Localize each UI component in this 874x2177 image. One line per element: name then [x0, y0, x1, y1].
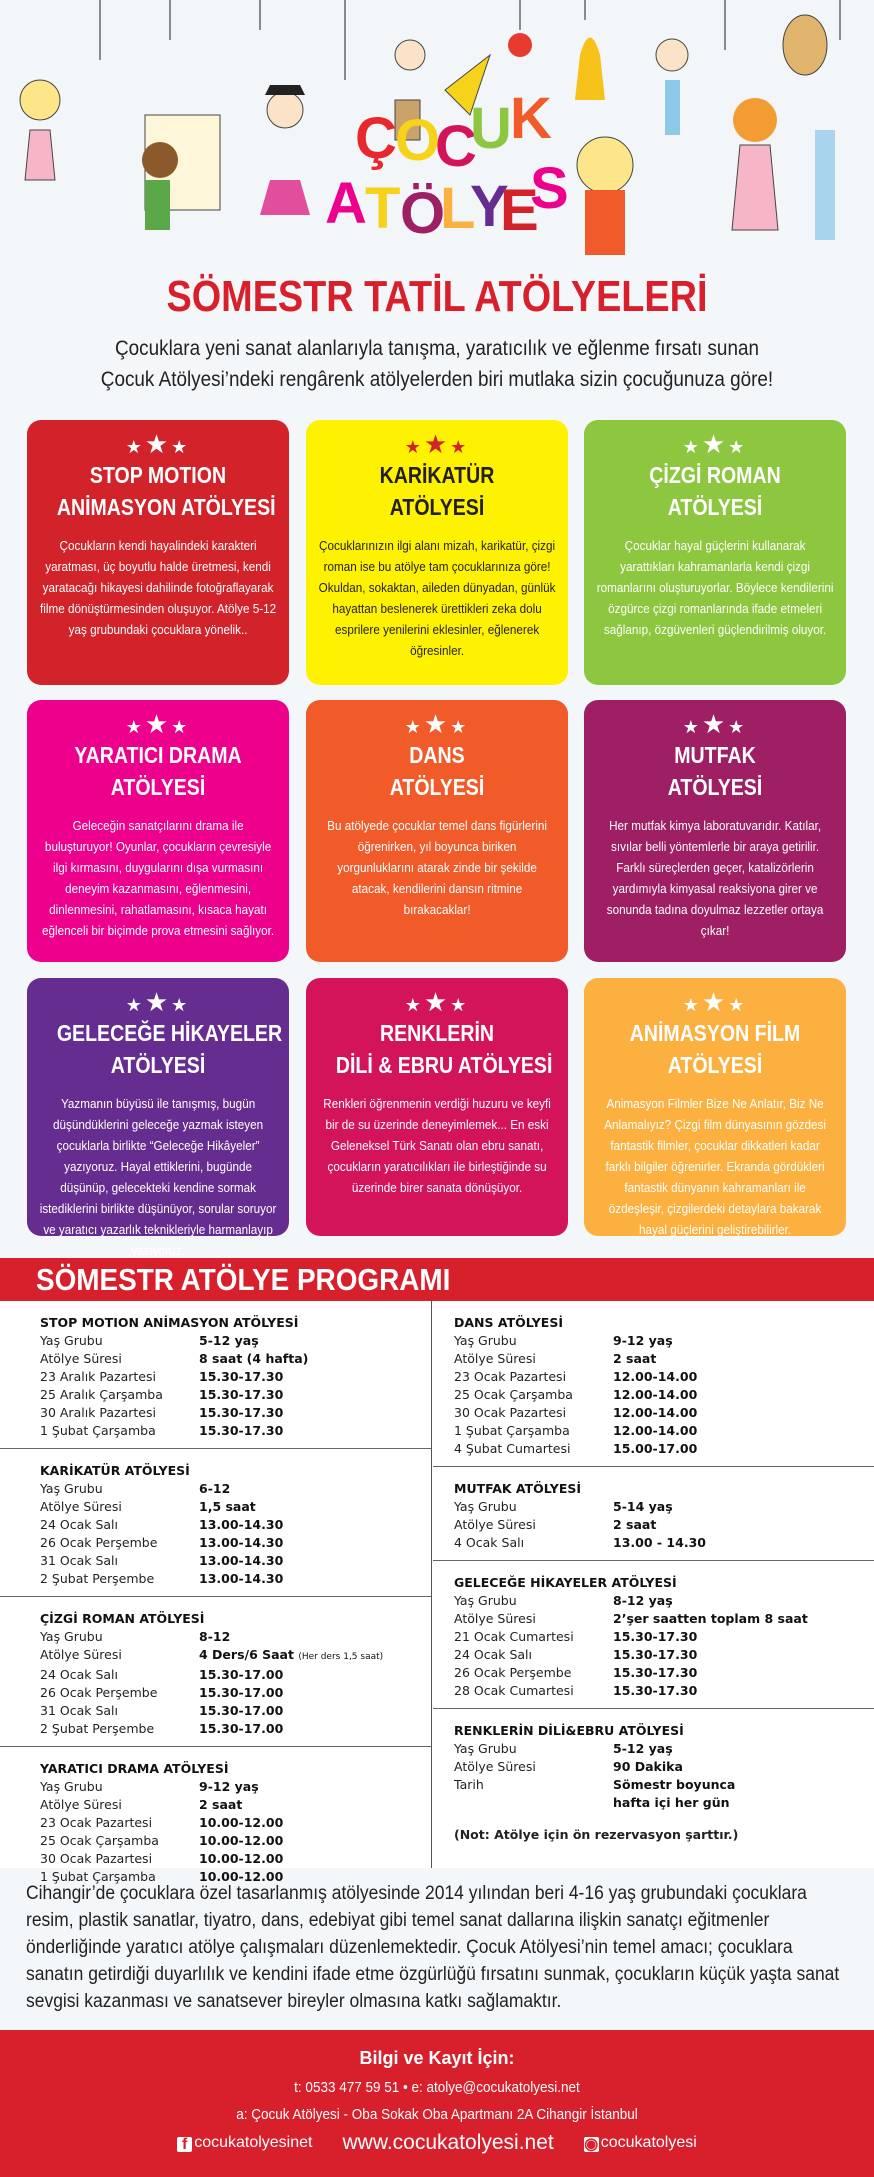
footer-contact-line[interactable]: t: 0533 477 59 51 • e: atolye@cocukatolyesi.net [294, 2079, 580, 2096]
row-value [613, 1534, 706, 1552]
row-value-text: 13.00-14.30 [199, 1553, 284, 1568]
row-value-text: Sömestr boyunca [613, 1777, 736, 1792]
program-row [454, 1534, 874, 1552]
program-row [40, 1702, 431, 1720]
card-title-line: ATÖLYESİ [667, 774, 763, 800]
instagram-link[interactable] [584, 2134, 697, 2152]
row-value [199, 1350, 308, 1368]
card-title [56, 459, 276, 523]
program-section [433, 1301, 874, 1467]
row-value-text: 13.00-14.30 [199, 1517, 284, 1532]
row-value [199, 1552, 283, 1570]
row-value-text: 15.30-17.30 [613, 1683, 698, 1698]
card-description: Animasyon Filmler Bize Ne Anlatır, Biz Ne Anlamalıyız? Çizgi film dünyasının gözdesi fantastik filmler, çocuklar dikkatleri kadar farklı bilgiler öğrenirler. Ekranda gördükleri fantastik dünyanın kahramanları ile özdeşleşir, çizgilerdeki detaylara bakarak hayal güçlerini geliştirebilirler. [604, 1096, 826, 1237]
row-value [613, 1682, 697, 1700]
stars-icon: ★★★ [404, 987, 470, 1017]
program-section [0, 1301, 431, 1449]
row-value-note: (Her ders 1,5 saat) [298, 1652, 384, 1662]
row-value [613, 1516, 656, 1534]
row-value-text: 8 saat (4 hafta) [199, 1351, 309, 1366]
card-description: Her mutfak kimya laboratuvarıdır. Katılar, sıvılar belli yöntemlerle bir araya getirilir. Farklı süreçlerden geçer, katalizörlerin yardımıyla kimyasal reaksiyona girer ve sonunda tadına doyulmaz lezzetler ortaya çıkar! [606, 818, 824, 938]
row-value-text: 12.00-14.00 [613, 1387, 698, 1402]
card-title-line: ATÖLYESİ [667, 494, 763, 520]
row-value [199, 1570, 283, 1588]
row-label: Atölye Süresi [40, 1499, 122, 1514]
program-row [40, 1666, 431, 1684]
row-label: Yaş Grubu [40, 1629, 103, 1644]
row-label: 2 Şubat Perşembe [40, 1571, 155, 1586]
row-label: Atölye Süresi [40, 1647, 122, 1662]
row-value [199, 1814, 283, 1832]
row-label: 23 Ocak Pazartesi [40, 1815, 153, 1830]
card-title-line: ÇİZGİ ROMAN [649, 462, 781, 488]
row-value-text: hafta içi her gün [613, 1795, 730, 1810]
row-value-text: 10.00-12.00 [199, 1833, 284, 1848]
program-section-title: KARİKATÜR ATÖLYESİ [40, 1463, 190, 1478]
header-illustration [0, 0, 874, 255]
instagram-icon: ◉ [584, 2136, 599, 2153]
website-link[interactable]: www.cocukatolyesi.net [342, 2131, 554, 2154]
program-section [433, 1709, 874, 1852]
program-row [40, 1832, 431, 1850]
facebook-handle: cocukatolyesinet [194, 2134, 313, 2151]
row-label: 30 Aralık Pazartesi [40, 1405, 156, 1420]
row-value [613, 1368, 697, 1386]
program-row [40, 1422, 431, 1440]
program-section-title: RENKLERİN DİLİ&EBRU ATÖLYESİ [454, 1723, 684, 1738]
program-section-title: DANS ATÖLYESİ [454, 1315, 563, 1330]
row-value [613, 1350, 656, 1368]
row-value [199, 1480, 230, 1498]
row-label: 25 Aralık Çarşamba [40, 1387, 163, 1402]
program-row [454, 1368, 874, 1386]
program-row [454, 1740, 874, 1758]
program-row [454, 1776, 874, 1794]
row-value [613, 1776, 735, 1794]
row-value [199, 1702, 283, 1720]
program-row [40, 1796, 431, 1814]
row-label: 30 Ocak Pazartesi [454, 1405, 567, 1420]
program-row [40, 1368, 431, 1386]
program-section [0, 1449, 431, 1597]
row-value [199, 1404, 283, 1422]
program-row [40, 1552, 431, 1570]
row-value-text: 10.00-12.00 [199, 1869, 284, 1884]
program-row [40, 1814, 431, 1832]
row-value-text: 15.30-17.30 [613, 1629, 698, 1644]
row-label: 4 Şubat Cumartesi [454, 1441, 571, 1456]
program-section-title: MUTFAK ATÖLYESİ [454, 1481, 582, 1496]
row-label: 31 Ocak Salı [40, 1553, 119, 1568]
program-row [454, 1628, 874, 1646]
row-label: Atölye Süresi [454, 1517, 536, 1532]
row-value [613, 1794, 730, 1812]
row-value [613, 1758, 683, 1776]
card-title-line: ATÖLYESİ [110, 774, 206, 800]
about-paragraph: Cihangir’de çocuklara özel tasarlanmış atölyesinde 2014 yılından beri 4-16 yaş grubundaki çocuklara resim, plastik sanatlar, tiyatro, dans, edebiyat gibi temel sanat dallarına ilişkin sanatçı eğitmenler önderliğinde yaratıcı atölye çalışmaları düzenlemektedir. Çocuk Atölyesi’nin temel amacı; çocuklara sanatın getirdiği duyarlılık ve kendini ifade etme özgürlüğü fırsatını sunmak, çocukların küçük yaşta sanat sevgisi kazanması ve sanatsever bireyler olmasına katkı sağlamaktır. [26, 1883, 840, 2012]
program-row [454, 1332, 874, 1350]
program-row [40, 1684, 431, 1702]
row-value-text: 2’şer saatten toplam 8 saat [613, 1611, 808, 1626]
row-value [613, 1664, 697, 1682]
row-value-text: 13.00-14.30 [199, 1571, 284, 1586]
card-title-line: ANİMASYON ATÖLYESİ [56, 494, 276, 520]
row-value [199, 1332, 259, 1350]
row-label: 2 Şubat Perşembe [40, 1721, 155, 1736]
program-row [40, 1386, 431, 1404]
card-title-line: GELECEĞE HİKAYELER [56, 1020, 283, 1046]
program-section-title: GELECEĞE HİKAYELER ATÖLYESİ [454, 1575, 677, 1590]
row-label: 28 Ocak Cumartesi [454, 1683, 574, 1698]
program-row [40, 1646, 431, 1666]
stars-icon: ★★★ [682, 987, 748, 1017]
card-title-line: ATÖLYESİ [389, 494, 485, 520]
row-value [613, 1610, 808, 1628]
row-value [613, 1404, 697, 1422]
card-description: Geleceğin sanatçılarını drama ile buluşturuyor! Oyunlar, çocukların çevresiyle ilgi kırmasını, duygularını dışa vurmasını deneyim kazanmasını, eğlenmesini, dinlenmesini, rahatlamasını, kısaca hayatı eğlenceli bir biçimde prova etmesini sağlıyor. [41, 818, 275, 938]
card-title-line: ATÖLYESİ [389, 774, 485, 800]
program-row [40, 1778, 431, 1796]
row-value [199, 1368, 283, 1386]
row-value-text: 15.30-17.00 [199, 1685, 284, 1700]
row-label: Atölye Süresi [40, 1797, 122, 1812]
row-label: 30 Ocak Pazartesi [40, 1851, 153, 1866]
program-section [0, 1747, 431, 1894]
program-row [454, 1758, 874, 1776]
card-title-line: DANS [409, 742, 465, 768]
card-title-line: MUTFAK [674, 742, 756, 768]
row-value-text: 15.30-17.30 [613, 1665, 698, 1680]
card-title [614, 739, 816, 803]
row-value [199, 1646, 383, 1666]
program-row [454, 1422, 874, 1440]
program-row [454, 1350, 874, 1368]
program-row [454, 1794, 874, 1812]
row-label: 26 Ocak Perşembe [40, 1685, 158, 1700]
row-value [613, 1628, 697, 1646]
program-row [454, 1592, 874, 1610]
program-row [454, 1646, 874, 1664]
page-title: SÖMESTR TATİL ATÖLYELERİ [166, 272, 708, 321]
program-row [454, 1516, 874, 1534]
program-section-title: YARATICI DRAMA ATÖLYESİ [40, 1761, 229, 1776]
workshop-card [306, 700, 568, 962]
row-value [613, 1386, 697, 1404]
row-value-text: 2 saat [613, 1517, 657, 1532]
footer-contact [0, 2030, 874, 2177]
workshop-card [584, 420, 846, 685]
program-row [40, 1570, 431, 1588]
row-value-text: 10.00-12.00 [199, 1815, 284, 1830]
stars-icon: ★★★ [682, 429, 748, 459]
card-title [56, 1017, 283, 1081]
card-title-line: ATÖLYESİ [667, 1052, 763, 1078]
row-value-text: 5-12 yaş [199, 1333, 259, 1348]
row-value-text: 10.00-12.00 [199, 1851, 284, 1866]
card-title-line: ANİMASYON FİLM [629, 1020, 801, 1046]
row-label: Tarih [454, 1777, 484, 1792]
program-title: SÖMESTR ATÖLYE PROGRAMI [36, 1262, 451, 1297]
row-value-text: 13.00 - 14.30 [613, 1535, 706, 1550]
row-value-text: 5-12 yaş [613, 1741, 673, 1756]
card-description: Çocukların kendi hayalindeki karakteri yaratması, üç boyutlu halde üretmesi, kendi yaratacağı hikayesi dahilinde fotoğraflayarak filme dönüştürmesinden oluşuyor. Atölye 5-12 yaş grubundaki çocuklara yönelik.. [39, 538, 277, 637]
workshop-card [27, 978, 289, 1258]
row-value [613, 1422, 697, 1440]
row-label: 24 Ocak Salı [40, 1667, 119, 1682]
row-value-text: 15.00-17.00 [613, 1441, 698, 1456]
row-value [199, 1534, 283, 1552]
instagram-handle: cocukatolyesi [600, 2134, 697, 2151]
row-label: Yaş Grubu [40, 1779, 103, 1794]
row-value-text: 6-12 [199, 1481, 231, 1496]
program-section [433, 1467, 874, 1561]
row-label: Yaş Grubu [454, 1741, 517, 1756]
row-value [199, 1796, 242, 1814]
program-row [40, 1534, 431, 1552]
subtitle [44, 333, 831, 395]
card-title-line: STOP MOTION [89, 462, 227, 488]
row-label: 24 Ocak Salı [454, 1647, 533, 1662]
row-label: Atölye Süresi [454, 1759, 536, 1774]
row-value [199, 1666, 283, 1684]
row-value [613, 1646, 697, 1664]
footer-address: a: Çocuk Atölyesi - Oba Sokak Oba Apartmanı 2A Cihangir İstanbul [236, 2106, 638, 2123]
cocuk-atolyesi-logo: Ç O C U K A T Ö L Y E S [325, 86, 569, 246]
workshop-card [584, 978, 846, 1236]
facebook-icon: f [177, 2137, 192, 2152]
row-value-text: 15.30-17.30 [613, 1647, 698, 1662]
stars-icon: ★★★ [682, 709, 748, 739]
program-row [40, 1850, 431, 1868]
card-title [336, 739, 538, 803]
row-value-text: 12.00-14.00 [613, 1423, 698, 1438]
program-row [40, 1480, 431, 1498]
row-value-text: 15.30-17.00 [199, 1667, 284, 1682]
row-label: 23 Aralık Pazartesi [40, 1369, 156, 1384]
row-label: Yaş Grubu [454, 1333, 517, 1348]
card-title [57, 739, 259, 803]
card-title-line: ATÖLYESİ [110, 1052, 206, 1078]
card-title [336, 459, 538, 523]
program-row [40, 1498, 431, 1516]
card-description: Renkleri öğrenmenin verdiği huzuru ve keyfi bir de su üzerinde deneyimlemek... En eski Geleneksel Türk Sanatı olan ebru sanatı, çocukların yaratıcılıkları ile birleştiğinde su üzerinde birer sanata dönüşüyor. [323, 1096, 551, 1195]
row-label: 25 Ocak Çarşamba [40, 1833, 159, 1848]
program-row [40, 1516, 431, 1534]
row-value-text: 90 Dakika [613, 1759, 683, 1774]
row-label: 1 Şubat Çarşamba [40, 1869, 156, 1884]
program-row [40, 1332, 431, 1350]
row-value-text: 1,5 saat [199, 1499, 256, 1514]
card-title-line: DİLİ & EBRU ATÖLYESİ [335, 1052, 553, 1078]
stars-icon: ★★★ [404, 429, 470, 459]
program-row [454, 1440, 874, 1458]
row-value-text: 15.30-17.30 [199, 1405, 284, 1420]
row-value [199, 1516, 283, 1534]
row-value-text: 8-12 yaş [613, 1593, 673, 1608]
program-row [454, 1664, 874, 1682]
row-label: 1 Şubat Çarşamba [40, 1423, 156, 1438]
row-value-text: 5-14 yaş [613, 1499, 673, 1514]
row-label: 1 Şubat Çarşamba [454, 1423, 570, 1438]
program-row [454, 1498, 874, 1516]
program-row [40, 1404, 431, 1422]
program-row [454, 1404, 874, 1422]
row-value-text: 9-12 yaş [199, 1779, 259, 1794]
row-value [613, 1332, 673, 1350]
workshop-card [306, 978, 568, 1236]
footer-heading: Bilgi ve Kayıt İçin: [359, 2048, 515, 2068]
row-value-text: 15.30-17.00 [199, 1721, 284, 1736]
card-description: Bu atölyede çocuklar temel dans figürlerini öğrenirken, yıl boyunca biriken yorgunluklarını atarak zinde bir şekilde atacak, kendilerini dansın ritmine bırakacaklar! [327, 818, 547, 917]
row-value [199, 1684, 283, 1702]
stars-icon: ★★★ [125, 429, 191, 459]
row-label: Yaş Grubu [454, 1593, 517, 1608]
row-label: 24 Ocak Salı [40, 1517, 119, 1532]
program-schedule [0, 1301, 874, 1884]
row-value-text: 15.30-17.30 [199, 1423, 284, 1438]
row-value-text: 2 saat [199, 1797, 243, 1812]
row-label: 23 Ocak Pazartesi [454, 1369, 567, 1384]
program-section [433, 1561, 874, 1709]
card-description: Çocuklarınızın ilgi alanı mizah, karikatür, çizgi roman ise bu atölye tam çocuklarınıza göre! Okuldan, sokaktan, aileden dünyadan, günlük hayattan beslenerek ürettikleri zeka dolu esprilere yenilerini eklesinler, eğlenerek öğresinler. [318, 538, 556, 658]
program-column-left [0, 1301, 432, 1884]
row-value [613, 1440, 697, 1458]
row-value-text: 15.30-17.30 [199, 1369, 284, 1384]
card-title-line: YARATICI DRAMA [74, 742, 242, 768]
program-section [0, 1597, 431, 1747]
row-value-text: 15.30-17.00 [199, 1703, 284, 1718]
row-value-text: 12.00-14.00 [613, 1405, 698, 1420]
row-label: Yaş Grubu [40, 1481, 103, 1496]
row-value [199, 1628, 230, 1646]
row-value [613, 1498, 673, 1516]
facebook-link[interactable] [177, 2134, 312, 2152]
program-row [40, 1350, 431, 1368]
row-value-text: 13.00-14.30 [199, 1535, 284, 1550]
program-row [40, 1720, 431, 1738]
row-label: 26 Ocak Perşembe [454, 1665, 572, 1680]
stars-icon: ★★★ [404, 709, 470, 739]
row-label: Atölye Süresi [454, 1611, 536, 1626]
program-section-title: ÇİZGİ ROMAN ATÖLYESİ [40, 1611, 205, 1626]
row-label: Yaş Grubu [454, 1499, 517, 1514]
card-title-line: KARİKATÜR [379, 462, 495, 488]
card-description: Yazmanın büyüsü ile tanışmış, bugün düşündüklerini geleceğe yazmak isteyen çocuklarla birlikte “Geleceğe Hikâyeler” yazıyoruz. Hayal ettiklerini, bugünde düşünüp, gelecekteki kendine sormak istediklerini birlikte düşünüyor, sorular soruyor ve yaratıcı yazarlık teknikleriyle harmanlayıp yazıyoruz. [39, 1096, 277, 1258]
row-label: 4 Ocak Salı [454, 1535, 525, 1550]
row-value [613, 1740, 673, 1758]
row-value-text: 2 saat [613, 1351, 657, 1366]
row-value-text: 8-12 [199, 1629, 231, 1644]
row-value [199, 1850, 283, 1868]
row-value [199, 1498, 256, 1516]
stars-icon: ★★★ [125, 709, 191, 739]
row-label: 25 Ocak Çarşamba [454, 1387, 573, 1402]
row-value-text: 4 Ders/6 Saat [199, 1647, 294, 1662]
card-title [614, 1017, 816, 1081]
program-row [40, 1628, 431, 1646]
workshop-card [27, 700, 289, 962]
card-description: Çocuklar hayal güçlerini kullanarak yarattıkları kahramanlarla kendi çizgi romanlarını oluşturuyorlar. Böylece kendilerini özgürce çizgi romanlarında ifade etmeleri sağlanıp, özgüvenleri güçlendirilmiş oluyor. [596, 538, 834, 637]
workshop-card [584, 700, 846, 962]
program-row [454, 1682, 874, 1700]
row-label: Atölye Süresi [454, 1351, 536, 1366]
program-column-right [433, 1301, 874, 1852]
row-label: 26 Ocak Perşembe [40, 1535, 158, 1550]
row-value [199, 1832, 283, 1850]
row-label: Atölye Süresi [40, 1351, 122, 1366]
row-label: Yaş Grubu [40, 1333, 103, 1348]
card-title-line: RENKLERİN [379, 1020, 495, 1046]
row-value [199, 1386, 283, 1404]
row-label: 31 Ocak Salı [40, 1703, 119, 1718]
subtitle-line: Çocuk Atölyesi’ndeki rengârenk atölyelerden biri mutlaka sizin çocuğunuza göre! [100, 368, 774, 391]
program-section-title: STOP MOTION ANİMASYON ATÖLYESİ [40, 1315, 299, 1330]
row-value-text: 9-12 yaş [613, 1333, 673, 1348]
row-label: 21 Ocak Cumartesi [454, 1629, 574, 1644]
workshop-card [306, 420, 568, 685]
subtitle-line: Çocuklara yeni sanat alanlarıyla tanışma, yaratıcılık ve eğlenme fırsatı sunan [115, 337, 759, 360]
workshop-card [27, 420, 289, 685]
card-title [335, 1017, 553, 1081]
row-value [199, 1720, 283, 1738]
reservation-note: (Not: Atölye için ön rezervasyon şarttır.) [454, 1827, 739, 1842]
row-label [454, 1794, 613, 1812]
stars-icon: ★★★ [125, 987, 191, 1017]
row-value-text: 12.00-14.00 [613, 1369, 698, 1384]
card-title [614, 459, 816, 523]
row-value [199, 1778, 259, 1796]
program-header [0, 1258, 874, 1301]
program-row [454, 1386, 874, 1404]
row-value-text: 15.30-17.30 [199, 1387, 284, 1402]
program-row [454, 1610, 874, 1628]
row-value [613, 1592, 673, 1610]
row-value [199, 1422, 283, 1440]
